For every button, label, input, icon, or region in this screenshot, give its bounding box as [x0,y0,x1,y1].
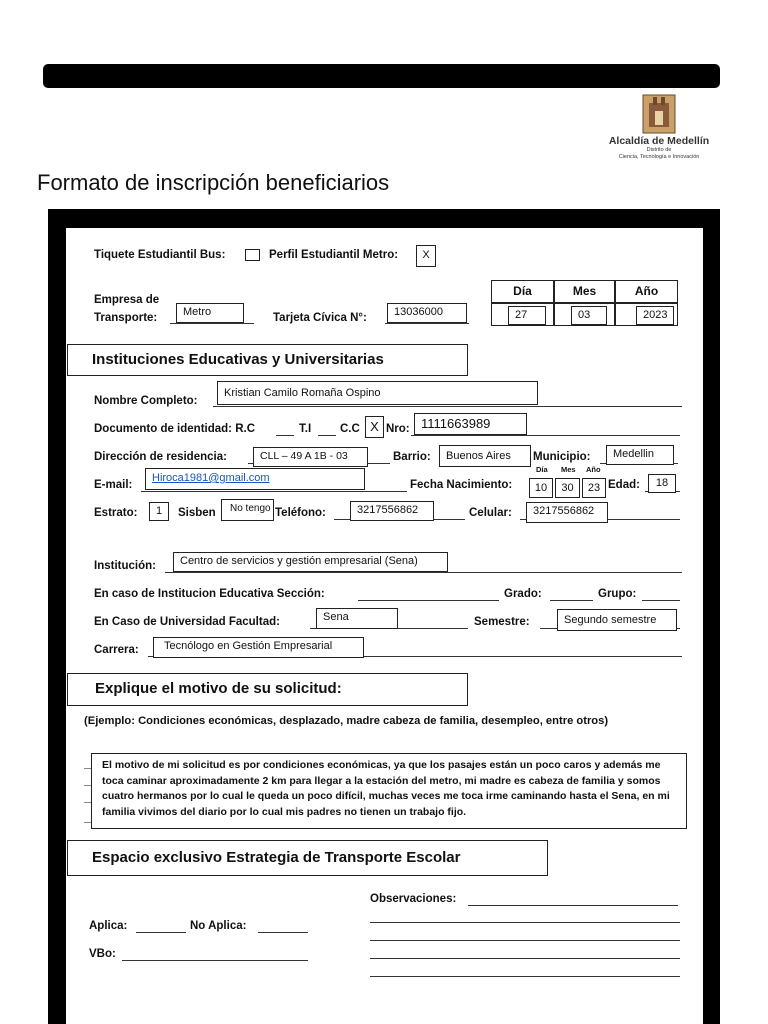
no-aplica-label: No Aplica: [190,920,247,932]
celular-label: Celular: [469,507,512,519]
alcaldia-logo [598,93,720,161]
observaciones-underline[interactable] [468,905,678,906]
barrio-field[interactable]: Buenos Aires [439,445,531,467]
celular-field[interactable]: 3217556862 [526,502,608,523]
edad-field[interactable]: 18 [648,474,676,493]
sisben-label: Sisben [178,507,216,519]
empresa-label-2: Transporte: [94,312,158,324]
no-aplica-underline[interactable] [258,932,308,933]
nro-field[interactable]: 1111663989 [414,413,527,435]
aplica-label: Aplica: [89,920,128,932]
section-motivo: Explique el motivo de su solicitud: [67,673,468,706]
fecha-nacimiento-label: Fecha Nacimiento: [410,479,513,491]
direccion-field[interactable]: CLL – 49 A 1B - 03 [253,447,368,467]
vbo-underline[interactable] [122,960,308,961]
documento-label: Documento de identidad: R.C [94,423,255,435]
observaciones-line-2[interactable] [370,922,680,923]
fecha-head-mes: Mes [561,465,576,474]
grado-underline [550,600,593,601]
vbo-label: VBo: [89,948,116,960]
section-instituciones: Instituciones Educativas y Universitarias [67,344,468,376]
grupo-label: Grupo: [598,588,637,600]
nro-label: Nro: [386,423,410,435]
tiquete-checkbox[interactable] [245,249,260,261]
grupo-underline [642,600,680,601]
carrera-field[interactable]: Tecnólogo en Gestión Empresarial [153,637,364,658]
telefono-label: Teléfono: [275,507,326,519]
nombre-field[interactable]: Kristian Camilo Romaña Ospino [217,381,538,405]
coat-of-arms-icon [641,93,677,135]
date-dia-field[interactable]: 27 [508,306,546,325]
date-mes-field[interactable]: 03 [571,306,607,325]
estrato-field[interactable]: 1 [149,502,169,521]
ti-underline [318,435,336,436]
seccion-underline [358,600,499,601]
email-underline [141,491,407,492]
tarjeta-field[interactable]: 13036000 [387,303,467,323]
date-header-dia: Día [491,280,554,303]
date-header-mes: Mes [554,280,615,303]
email-field[interactable]: Hiroca1981@gmail.com [145,468,365,490]
perfil-checkbox[interactable]: X [416,245,436,267]
barrio-label: Barrio: [393,451,431,463]
cc-label: C.C [340,423,360,435]
empresa-underline [170,323,254,324]
semestre-field[interactable]: Segundo semestre [557,609,677,631]
logo-title: Alcaldía de Medellín [608,135,710,147]
estrato-label: Estrato: [94,507,138,519]
motivo-example: (Ejemplo: Condiciones económicas, desplazado, madre cabeza de familia, desempleo, entre otros) [84,715,609,727]
fecha-dia-field[interactable]: 10 [529,478,553,498]
grado-label: Grado: [504,588,542,600]
observaciones-line-3[interactable] [370,940,680,941]
observaciones-label: Observaciones: [370,893,457,905]
fecha-mes-field[interactable]: 30 [555,478,580,498]
motivo-textarea[interactable]: El motivo de mi solicitud es por condiciones económicas, ya que los pasajes están un poco caros y además me toca caminar aproximadamente 2 km para llegar a la estación del metro, mi madre es cabeza de familia y somos cuatro hermanos por lo cual le queda un poco difícil, muchas veces me toca irme caminando hasta el Sena, en mi familia vivimos del diario por lo cual mis padres no tienen un trabajo fijo. [91,753,687,829]
logo-subtitle-2: Ciencia, Tecnología e Innovación [618,154,700,160]
section-estrategia: Espacio exclusivo Estrategia de Transporte Escolar [67,840,548,876]
observaciones-line-5[interactable] [370,976,680,977]
perfil-label: Perfil Estudiantil Metro: [269,249,399,261]
municipio-field[interactable]: Medellin [606,445,674,465]
ti-label: T.I [299,423,312,435]
carrera-label: Carrera: [94,644,139,656]
empresa-label-1: Empresa de [94,294,160,306]
fecha-head-dia: Día [536,465,548,474]
date-header-ano: Año [615,280,678,303]
nombre-label: Nombre Completo: [94,395,198,407]
rc-underline [276,435,294,436]
page-title: Formato de inscripción beneficiarios [37,170,390,195]
municipio-label: Municipio: [533,451,591,463]
logo-subtitle-1: Distrito de [646,147,672,153]
facultad-field[interactable]: Sena [316,608,398,629]
tiquete-label: Tiquete Estudiantil Bus: [94,249,226,261]
tarjeta-label: Tarjeta Cívica N°: [273,312,367,324]
date-ano-field[interactable]: 2023 [636,306,674,325]
facultad-label: En Caso de Universidad Facultad: [94,616,280,628]
observaciones-line-4[interactable] [370,958,680,959]
institucion-label: Institución: [94,560,156,572]
tarjeta-underline [385,323,469,324]
email-label: E-mail: [94,479,133,491]
edad-label: Edad: [608,479,640,491]
institucion-underline [165,572,682,573]
top-black-bar [43,64,720,88]
direccion-label: Dirección de residencia: [94,451,227,463]
nombre-underline [213,406,682,407]
semestre-label: Semestre: [474,616,530,628]
aplica-underline[interactable] [136,932,186,933]
telefono-field[interactable]: 3217556862 [350,501,434,521]
nro-underline [411,435,680,436]
fecha-head-ano: Año [586,465,601,474]
fecha-ano-field[interactable]: 23 [582,478,606,498]
sisben-field[interactable]: No tengo [221,499,274,521]
cc-checkbox[interactable]: X [365,416,384,438]
seccion-label: En caso de Institucion Educativa Sección: [94,588,325,600]
institucion-field[interactable]: Centro de servicios y gestión empresarial (Sena) [173,552,448,572]
empresa-field[interactable]: Metro [176,303,244,323]
